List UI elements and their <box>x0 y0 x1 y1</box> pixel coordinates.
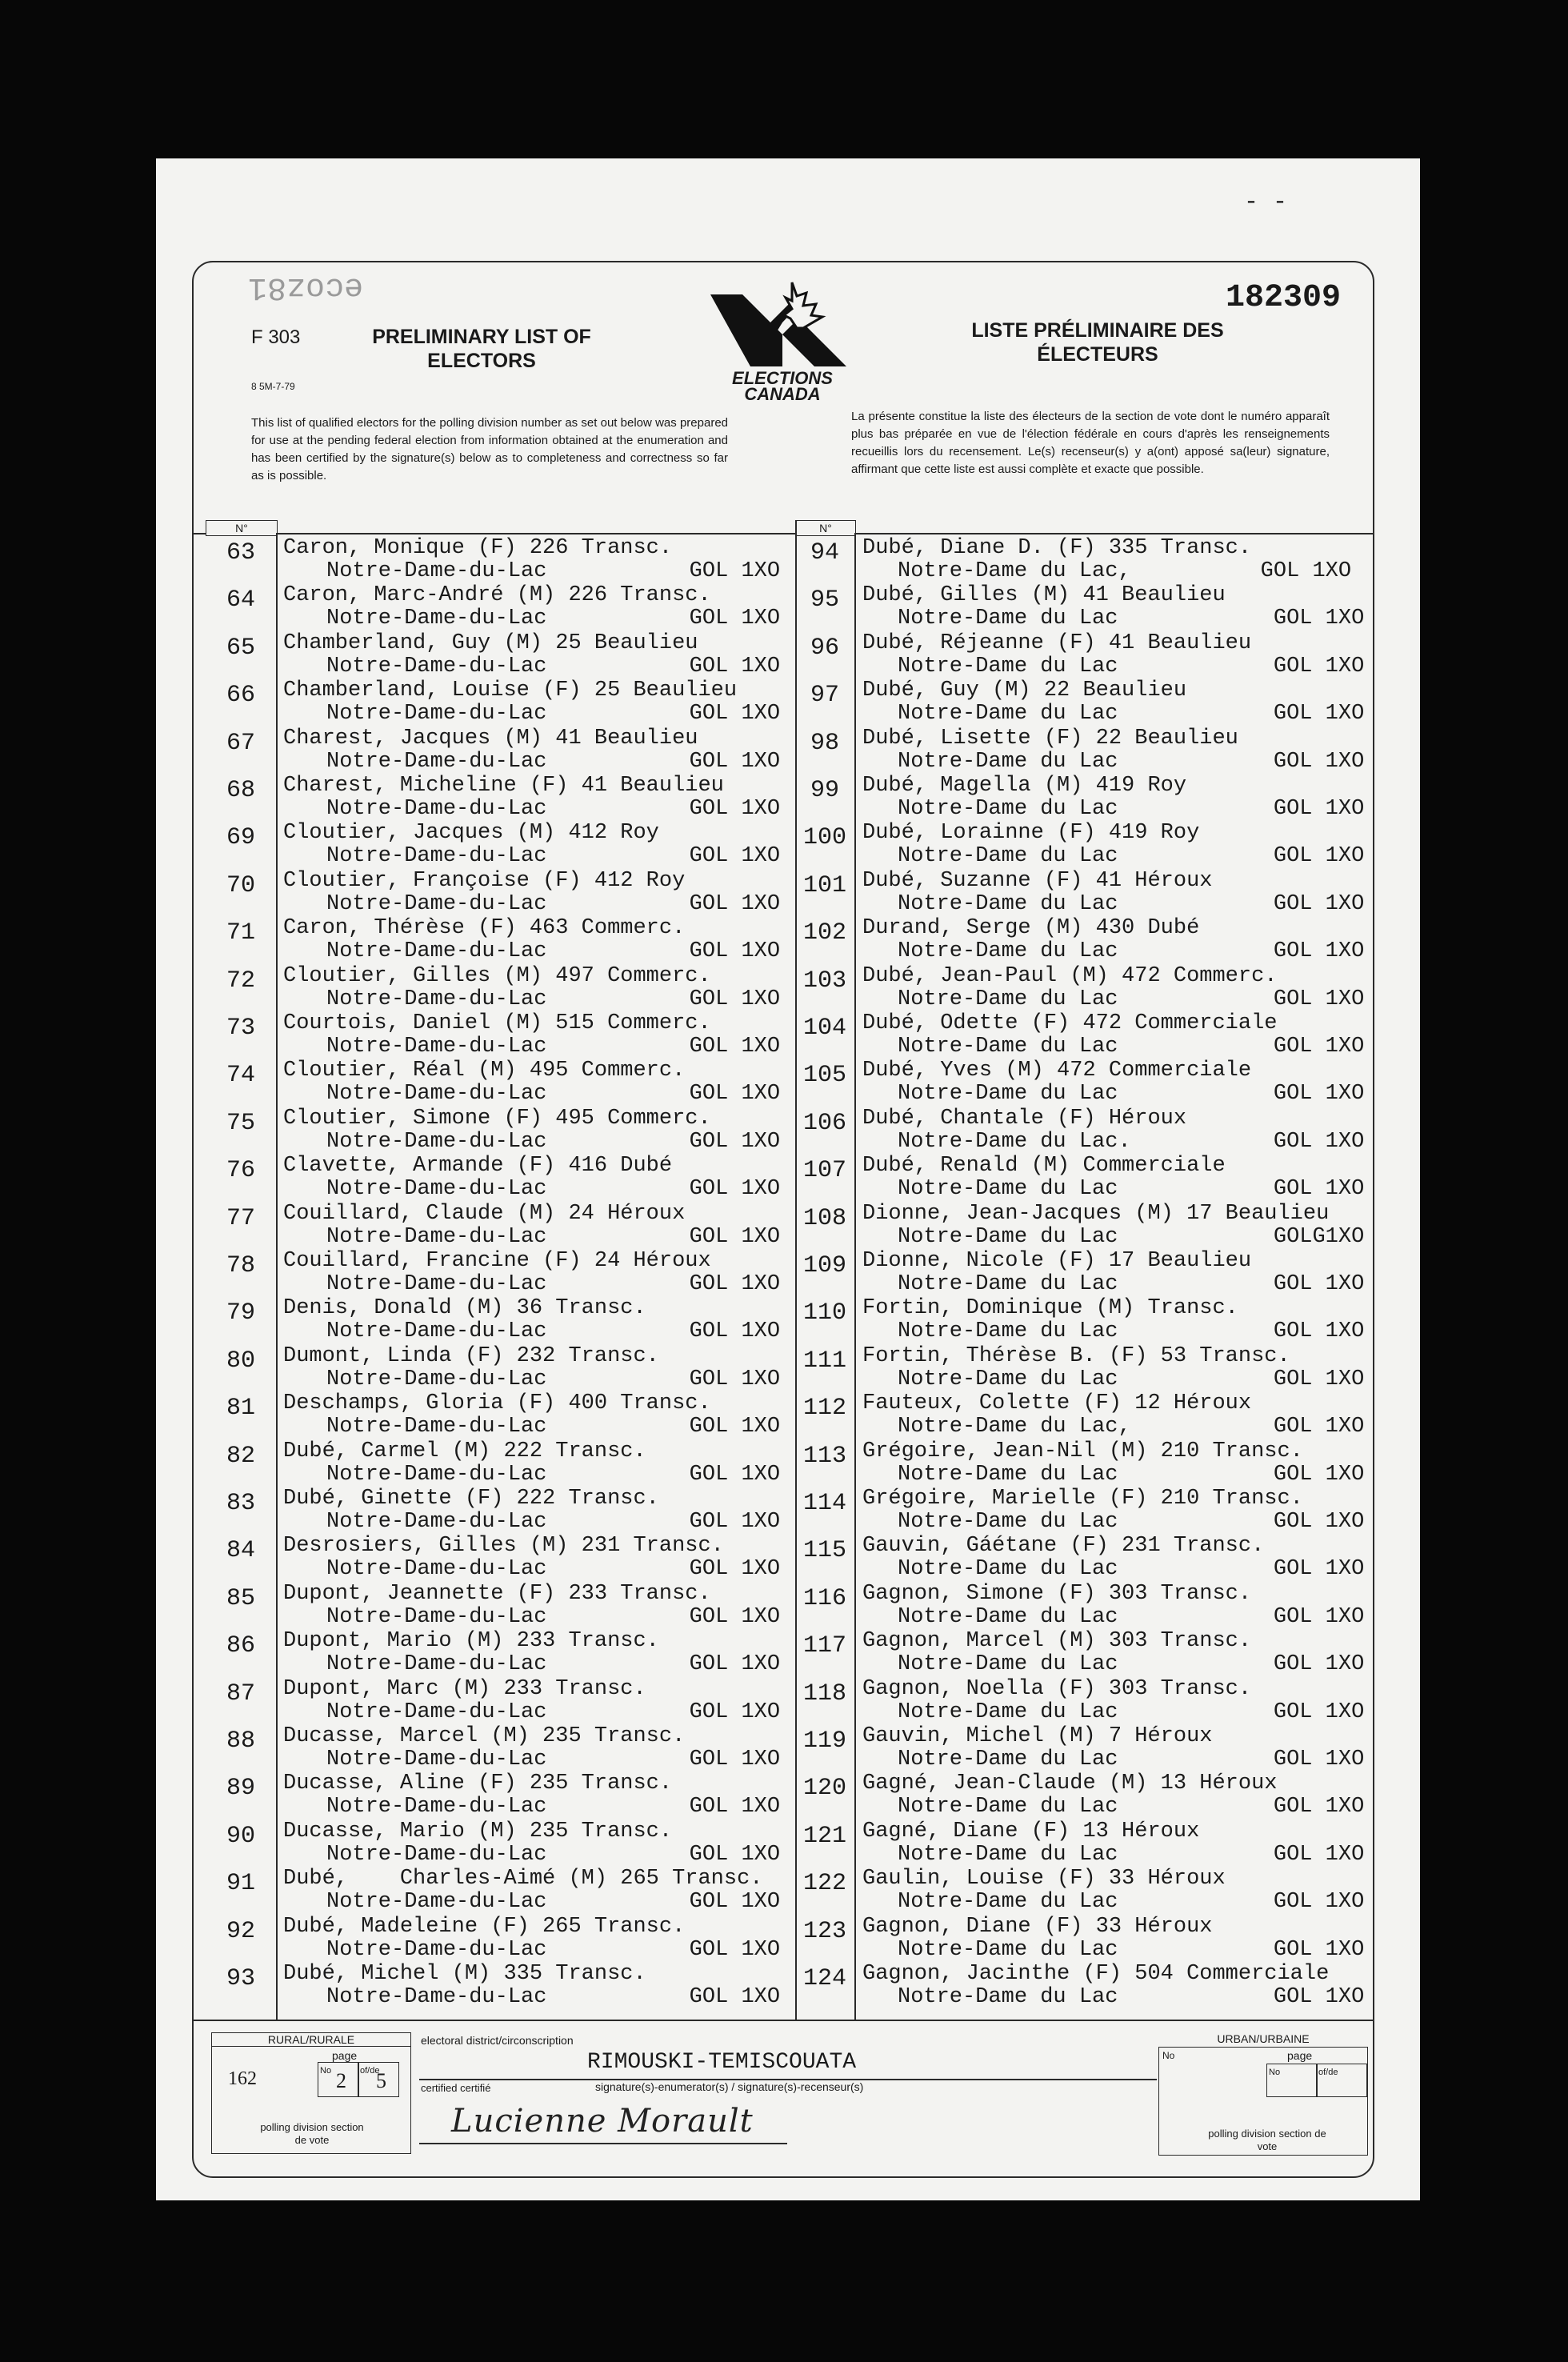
margin-mark: - - <box>1244 189 1288 216</box>
entry-number: 92 <box>226 1917 255 1945</box>
rural-page-label: page <box>332 2049 358 2062</box>
elector-locality-postal: Notre-Dame-du-Lac GOL 1XO <box>326 844 781 869</box>
elector-locality-postal: Notre-Dame-du-Lac GOL 1XO <box>326 1462 781 1487</box>
polling-number: 162 <box>228 2068 257 2089</box>
entry-number: 89 <box>226 1775 255 1803</box>
elector-name-address: Dionne, Nicole (F) 17 Beaulieu <box>862 1249 1252 1273</box>
logo-text-1: ELECTIONS <box>732 368 833 388</box>
certified-label: certified certifié <box>421 2082 491 2094</box>
elector-locality-postal: Notre-Dame-du-Lac GOL 1XO <box>326 749 781 774</box>
elector-name-address: Gauvin, Michel (M) 7 Héroux <box>862 1724 1213 1748</box>
entry-number: 74 <box>226 1062 255 1090</box>
entry-number: 71 <box>226 919 255 947</box>
elector-locality-postal: Notre-Dame du Lac GOL 1XO <box>898 1795 1365 1820</box>
entry-number: 114 <box>802 1490 846 1517</box>
elector-locality-postal: Notre-Dame-du-Lac GOL 1XO <box>326 1557 781 1582</box>
elector-name-address: Dupont, Marc (M) 233 Transc. <box>283 1676 646 1701</box>
urban-page-label: page <box>1287 2049 1313 2062</box>
urban-no-box <box>1266 2064 1318 2097</box>
title-fr <box>930 318 1266 366</box>
entry-number: 68 <box>226 777 255 804</box>
elector-locality-postal: Notre-Dame-du-Lac GOL 1XO <box>326 1652 781 1677</box>
elector-name-address: Fortin, Dominique (M) Transc. <box>862 1296 1238 1321</box>
elector-locality-postal: Notre-Dame-du-Lac GOL 1XO <box>326 1035 781 1059</box>
elector-locality-postal: Notre-Dame du Lac GOL 1XO <box>898 1557 1365 1582</box>
entry-number: 115 <box>802 1537 846 1565</box>
entry-number: 101 <box>802 871 846 899</box>
page-of-box <box>358 2062 399 2097</box>
polling-division-label: polling division section de vote <box>260 2121 364 2146</box>
entry-number: 100 <box>802 824 846 852</box>
elector-name-address: Dubé, Michel (M) 335 Transc. <box>283 1962 646 1986</box>
elector-name-address: Deschamps, Gloria (F) 400 Transc. <box>283 1391 711 1416</box>
district-name: RIMOUSKI-TEMISCOUATA <box>587 2050 857 2075</box>
table-top-line <box>194 533 1373 534</box>
right-no-header: N° <box>795 520 856 536</box>
entry-number: 104 <box>802 1015 846 1042</box>
entry-number: 75 <box>226 1109 255 1137</box>
elector-locality-postal: Notre-Dame du Lac GOL 1XO <box>898 1842 1365 1867</box>
title-en <box>354 325 610 373</box>
urban-grid <box>1158 2047 1368 2156</box>
elector-name-address: Dubé, Suzanne (F) 41 Héroux <box>862 868 1213 893</box>
elector-locality-postal: Notre-Dame du Lac GOL 1XO <box>898 1937 1365 1962</box>
entry-number: 82 <box>226 1442 255 1470</box>
x-maple-icon <box>702 278 862 374</box>
entry-number: 88 <box>226 1727 255 1755</box>
elector-locality-postal: Notre-Dame du Lac GOL 1XO <box>898 749 1365 774</box>
rural-label: RURAL/RURALE <box>212 2033 410 2047</box>
elector-name-address: Dubé, Guy (M) 22 Beaulieu <box>862 679 1187 703</box>
elector-locality-postal: Notre-Dame-du-Lac GOL 1XO <box>326 1224 781 1249</box>
district-box <box>419 2032 1157 2152</box>
entry-number: 109 <box>802 1252 846 1279</box>
entry-number: 102 <box>802 919 846 947</box>
elector-locality-postal: Notre-Dame-du-Lac GOL 1XO <box>326 1985 781 2009</box>
elector-name-address: Dubé, Madeleine (F) 265 Transc. <box>283 1914 686 1939</box>
elector-name-address: Gaulin, Louise (F) 33 Héroux <box>862 1867 1226 1892</box>
entry-number: 65 <box>226 634 255 662</box>
entry-number: 80 <box>226 1347 255 1375</box>
elector-locality-postal: Notre-Dame-du-Lac GOL 1XO <box>326 1795 781 1820</box>
elector-locality-postal: Notre-Dame-du-Lac GOL 1XO <box>326 1082 781 1107</box>
entry-number: 106 <box>802 1109 846 1137</box>
entry-number: 116 <box>802 1584 846 1612</box>
elector-locality-postal: Notre-Dame du Lac GOL 1XO <box>898 1082 1365 1107</box>
urban-of-box <box>1316 2064 1367 2097</box>
elector-name-address: Gauvin, Gáétane (F) 231 Transc. <box>862 1534 1265 1559</box>
entry-number: 110 <box>802 1299 846 1327</box>
print-code: 8 5M-7-79 <box>251 381 295 392</box>
entry-number: 118 <box>802 1679 846 1707</box>
elector-name-address: Dubé, Ginette (F) 222 Transc. <box>283 1487 659 1511</box>
elector-name-address: Dubé, Carmel (M) 222 Transc. <box>283 1439 646 1463</box>
page-of-label: of/de <box>360 2066 380 2076</box>
enumerator-signature: Lucienne Morault <box>451 2103 754 2140</box>
entry-number: 90 <box>226 1822 255 1850</box>
entry-number: 103 <box>802 967 846 995</box>
elector-name-address: Dubé, Lorainne (F) 419 Roy <box>862 821 1200 846</box>
elector-name-address: Dubé, Chantale (F) Héroux <box>862 1106 1187 1131</box>
entry-number: 98 <box>810 729 839 757</box>
elector-locality-postal: Notre-Dame du Lac GOL 1XO <box>898 1510 1365 1534</box>
entry-number: 69 <box>226 824 255 852</box>
elector-locality-postal: Notre-Dame-du-Lac GOL 1XO <box>326 1367 781 1391</box>
urban-box <box>1158 2023 1368 2156</box>
elector-name-address: Gagnon, Noella (F) 303 Transc. <box>862 1676 1252 1701</box>
elector-locality-postal: Notre-Dame du Lac, GOL 1XO <box>898 559 1352 583</box>
logo-text <box>702 370 862 402</box>
elector-name-address: Grégoire, Marielle (F) 210 Transc. <box>862 1487 1303 1511</box>
elector-name-address: Gagnon, Diane (F) 33 Héroux <box>862 1914 1213 1939</box>
elector-name-address: Dupont, Jeannette (F) 233 Transc. <box>283 1581 711 1606</box>
entry-number: 72 <box>226 967 255 995</box>
elector-name-address: Clavette, Armande (F) 416 Dubé <box>283 1154 673 1179</box>
entry-number: 83 <box>226 1490 255 1517</box>
entry-number: 122 <box>802 1870 846 1898</box>
elector-locality-postal: Notre-Dame du Lac GOL 1XO <box>898 844 1365 869</box>
elector-name-address: Cloutier, Réal (M) 495 Commerc. <box>283 1059 686 1083</box>
title-fr-line2: ÉLECTEURS <box>1037 343 1158 366</box>
entry-number: 121 <box>802 1822 846 1850</box>
elector-name-address: Grégoire, Jean-Nil (M) 210 Transc. <box>862 1439 1303 1463</box>
signature-label: signature(s)-enumerator(s) / signature(s)-recenseur(s) <box>595 2080 864 2093</box>
entry-number: 94 <box>810 539 839 566</box>
entry-number: 66 <box>226 682 255 710</box>
entry-number: 77 <box>226 1204 255 1232</box>
entry-number: 112 <box>802 1395 846 1423</box>
entry-number: 105 <box>802 1062 846 1090</box>
elector-name-address: Chamberland, Guy (M) 25 Beaulieu <box>283 631 698 655</box>
left-num-divider <box>276 533 278 2020</box>
elector-locality-postal: Notre-Dame du Lac GOL 1XO <box>898 891 1365 916</box>
document-page <box>156 158 1420 2200</box>
elector-name-address: Charest, Micheline (F) 41 Beaulieu <box>283 774 724 798</box>
elector-locality-postal: Notre-Dame-du-Lac GOL 1XO <box>326 654 781 679</box>
elector-name-address: Caron, Marc-André (M) 226 Transc. <box>283 583 711 608</box>
elector-name-address: Ducasse, Mario (M) 235 Transc. <box>283 1819 673 1844</box>
elector-name-address: Cloutier, Jacques (M) 412 Roy <box>283 821 659 846</box>
elector-locality-postal: Notre-Dame du Lac GOL 1XO <box>898 1652 1365 1677</box>
elector-name-address: Dubé, Lisette (F) 22 Beaulieu <box>862 726 1238 751</box>
title-fr-line1: LISTE PRÉLIMINAIRE DES <box>971 319 1224 342</box>
elector-locality-postal: Notre-Dame du Lac GOL 1XO <box>898 797 1365 821</box>
elector-name-address: Fortin, Thérèse B. (F) 53 Transc. <box>862 1343 1290 1368</box>
page-no-box <box>318 2062 359 2097</box>
elector-name-address: Charest, Jacques (M) 41 Beaulieu <box>283 726 698 751</box>
entry-number: 107 <box>802 1157 846 1185</box>
elector-locality-postal: Notre-Dame du Lac GOL 1XO <box>898 1319 1365 1344</box>
entry-number: 70 <box>226 871 255 899</box>
elector-locality-postal: Notre-Dame-du-Lac GOL 1XO <box>326 1272 781 1296</box>
elector-locality-postal: Notre-Dame du Lac GOL 1XO <box>898 1367 1365 1391</box>
district-label: electoral district/circonscription <box>421 2034 574 2047</box>
entry-number: 91 <box>226 1870 255 1898</box>
entry-number: 97 <box>810 682 839 710</box>
elector-name-address: Dubé, Yves (M) 472 Commerciale <box>862 1059 1252 1083</box>
urban-no-label: No <box>1162 2050 1175 2061</box>
urban-no2-label: No <box>1269 2068 1281 2077</box>
elector-locality-postal: Notre-Dame-du-Lac GOL 1XO <box>326 559 781 583</box>
elector-locality-postal: Notre-Dame-du-Lac GOL 1XO <box>326 939 781 964</box>
form-frame <box>192 261 1374 2178</box>
entry-number: 73 <box>226 1015 255 1042</box>
elector-locality-postal: Notre-Dame du Lac, GOL 1XO <box>898 1415 1365 1439</box>
entry-number: 76 <box>226 1157 255 1185</box>
rural-box <box>211 2032 411 2154</box>
elector-locality-postal: Notre-Dame du Lac GOL 1XO <box>898 1699 1365 1724</box>
elector-locality-postal: Notre-Dame-du-Lac GOL 1XO <box>326 1177 781 1202</box>
elector-name-address: Gagné, Jean-Claude (M) 13 Héroux <box>862 1772 1278 1796</box>
elector-name-address: Ducasse, Marcel (M) 235 Transc. <box>283 1724 686 1748</box>
serial-number: 182309 <box>1226 280 1342 316</box>
elector-name-address: Caron, Thérèse (F) 463 Commerc. <box>283 916 686 941</box>
elector-locality-postal: Notre-Dame du Lac GOL 1XO <box>898 1985 1365 2009</box>
table-bottom-line <box>194 2020 1373 2021</box>
elector-locality-postal: Notre-Dame-du-Lac GOL 1XO <box>326 797 781 821</box>
page-no-label: No <box>320 2066 332 2076</box>
elector-name-address: Durand, Serge (M) 430 Dubé <box>862 916 1200 941</box>
elector-name-address: Couillard, Francine (F) 24 Héroux <box>283 1249 711 1273</box>
elector-name-address: Gagnon, Jacinthe (F) 504 Commerciale <box>862 1962 1330 1986</box>
entry-number: 93 <box>226 1965 255 1992</box>
elector-locality-postal: Notre-Dame du Lac GOL 1XO <box>898 1035 1365 1059</box>
elector-locality-postal: Notre-Dame du Lac GOL 1XO <box>898 654 1365 679</box>
elector-locality-postal: Notre-Dame-du-Lac GOL 1XO <box>326 891 781 916</box>
elector-name-address: Ducasse, Aline (F) 235 Transc. <box>283 1772 673 1796</box>
elector-name-address: Dubé, Charles-Aimé (M) 265 Transc. <box>283 1867 763 1892</box>
elector-locality-postal: Notre-Dame du Lac GOL 1XO <box>898 1462 1365 1487</box>
entry-number: 120 <box>802 1775 846 1803</box>
elector-name-address: Dupont, Mario (M) 233 Transc. <box>283 1629 659 1654</box>
elector-name-address: Dumont, Linda (F) 232 Transc. <box>283 1343 659 1368</box>
entry-number: 113 <box>802 1442 846 1470</box>
elector-locality-postal: Notre-Dame-du-Lac GOL 1XO <box>326 1604 781 1629</box>
urban-of-label: of/de <box>1318 2068 1338 2077</box>
elector-locality-postal: Notre-Dame du Lac GOL 1XO <box>898 1604 1365 1629</box>
elector-locality-postal: Notre-Dame du Lac GOL 1XO <box>898 607 1365 631</box>
elector-name-address: Dubé, Renald (M) Commerciale <box>862 1154 1226 1179</box>
elector-locality-postal: Notre-Dame-du-Lac GOL 1XO <box>326 702 781 727</box>
elector-locality-postal: Notre-Dame-du-Lac GOL 1XO <box>326 1890 781 1915</box>
page-of: 5 <box>376 2069 386 2092</box>
logo-text-2: CANADA <box>744 384 821 404</box>
entry-number: 95 <box>810 586 839 615</box>
intro-en: This list of qualified electors for the polling division number as set out below was prepared for use at the pending federal election from information obtained at the enumeration and has been certified by the signature(s) below as to completeness and correctness so far as is possible. <box>251 416 728 482</box>
entry-number: 119 <box>802 1727 846 1755</box>
elector-name-address: Gagné, Diane (F) 13 Héroux <box>862 1819 1200 1844</box>
elector-name-address: Cloutier, Françoise (F) 412 Roy <box>283 868 686 893</box>
entry-number: 99 <box>810 777 839 804</box>
elector-locality-postal: Notre-Dame du Lac GOL 1XO <box>898 1177 1365 1202</box>
elector-name-address: Dubé, Réjeanne (F) 41 Beaulieu <box>862 631 1252 655</box>
elector-name-address: Denis, Donald (M) 36 Transc. <box>283 1296 646 1321</box>
elector-locality-postal: Notre-Dame du Lac GOL 1XO <box>898 939 1365 964</box>
entry-number: 79 <box>226 1299 255 1327</box>
elector-name-address: Dubé, Magella (M) 419 Roy <box>862 774 1187 798</box>
elector-locality-postal: Notre-Dame-du-Lac GOL 1XO <box>326 1937 781 1962</box>
elector-locality-postal: Notre-Dame-du-Lac GOL 1XO <box>326 1510 781 1534</box>
entry-number: 85 <box>226 1584 255 1612</box>
elector-name-address: Gagnon, Marcel (M) 303 Transc. <box>862 1629 1252 1654</box>
elector-name-address: Dubé, Diane D. (F) 335 Transc. <box>862 536 1252 560</box>
elector-locality-postal: Notre-Dame-du-Lac GOL 1XO <box>326 1699 781 1724</box>
entry-number: 96 <box>810 634 839 662</box>
elector-locality-postal: Notre-Dame du Lac. GOL 1XO <box>898 1129 1365 1154</box>
elector-locality-postal: Notre-Dame du Lac GOL 1XO <box>898 1747 1365 1772</box>
elector-locality-postal: Notre-Dame du Lac GOL 1XO <box>898 702 1365 727</box>
elector-name-address: Dubé, Odette (F) 472 Commerciale <box>862 1011 1278 1035</box>
intro-fr: La présente constitue la liste des électeurs de la section de vote dont le numéro apparaît plus bas préparée en vue de l'élection fédérale en cours d'après les renseignements recueillis lors du recensement. Le(s) recenseur(s) y a(ont) apposé sa(leur) signature, affirmant que cette liste est aussi complète et exacte que possible. <box>851 410 1330 476</box>
title-en-line1: PRELIMINARY LIST OF <box>372 326 591 348</box>
elector-locality-postal: Notre-Dame du Lac GOL 1XO <box>898 1272 1365 1296</box>
elector-locality-postal: Notre-Dame-du-Lac GOL 1XO <box>326 1319 781 1344</box>
entry-number: 117 <box>802 1632 846 1660</box>
entry-number: 124 <box>802 1965 846 1992</box>
elector-locality-postal: Notre-Dame-du-Lac GOL 1XO <box>326 987 781 1011</box>
elector-locality-postal: Notre-Dame-du-Lac GOL 1XO <box>326 607 781 631</box>
elector-name-address: Caron, Monique (F) 226 Transc. <box>283 536 673 560</box>
elector-name-address: Fauteux, Colette (F) 12 Héroux <box>862 1391 1252 1416</box>
elector-name-address: Cloutier, Gilles (M) 497 Commerc. <box>283 963 711 988</box>
elector-locality-postal: Notre-Dame du Lac GOL 1XO <box>898 1890 1365 1915</box>
elector-name-address: Desrosiers, Gilles (M) 231 Transc. <box>283 1534 724 1559</box>
entry-number: 111 <box>802 1347 846 1375</box>
faint-scribble: ecoz81 <box>248 269 364 305</box>
urban-polling-label: polling division section de vote <box>1208 2128 1326 2152</box>
elector-name-address: Dubé, Gilles (M) 41 Beaulieu <box>862 583 1226 608</box>
elector-name-address: Gagnon, Simone (F) 303 Transc. <box>862 1581 1252 1606</box>
elector-name-address: Courtois, Daniel (M) 515 Commerc. <box>283 1011 711 1035</box>
elector-locality-postal: Notre-Dame-du-Lac GOL 1XO <box>326 1842 781 1867</box>
entry-number: 87 <box>226 1679 255 1707</box>
entry-number: 67 <box>226 729 255 757</box>
left-no-header: N° <box>206 520 278 536</box>
elector-locality-postal: Notre-Dame-du-Lac GOL 1XO <box>326 1129 781 1154</box>
entry-number: 108 <box>802 1204 846 1232</box>
elector-name-address: Chamberland, Louise (F) 25 Beaulieu <box>283 679 738 703</box>
signature-line <box>419 2143 787 2144</box>
elector-name-address: Dubé, Jean-Paul (M) 472 Commerc. <box>862 963 1278 988</box>
entry-number: 84 <box>226 1537 255 1565</box>
urban-label: URBAN/URBAINE <box>1217 2032 1310 2045</box>
elector-locality-postal: Notre-Dame du Lac GOLG1XO <box>898 1224 1365 1249</box>
elector-name-address: Couillard, Claude (M) 24 Héroux <box>283 1201 686 1226</box>
elector-locality-postal: Notre-Dame-du-Lac GOL 1XO <box>326 1415 781 1439</box>
entry-number: 86 <box>226 1632 255 1660</box>
form-code: F 303 <box>251 326 301 348</box>
entry-number: 63 <box>226 539 255 566</box>
entry-number: 123 <box>802 1917 846 1945</box>
elector-locality-postal: Notre-Dame du Lac GOL 1XO <box>898 987 1365 1011</box>
entry-number: 64 <box>226 586 255 615</box>
entry-number: 81 <box>226 1395 255 1423</box>
elections-canada-logo <box>702 278 862 406</box>
elector-name-address: Cloutier, Simone (F) 495 Commerc. <box>283 1106 711 1131</box>
entry-number: 78 <box>226 1252 255 1279</box>
title-en-line2: ELECTORS <box>427 350 536 372</box>
elector-locality-postal: Notre-Dame-du-Lac GOL 1XO <box>326 1747 781 1772</box>
page-no: 2 <box>336 2069 346 2092</box>
elector-name-address: Dionne, Jean-Jacques (M) 17 Beaulieu <box>862 1201 1330 1226</box>
